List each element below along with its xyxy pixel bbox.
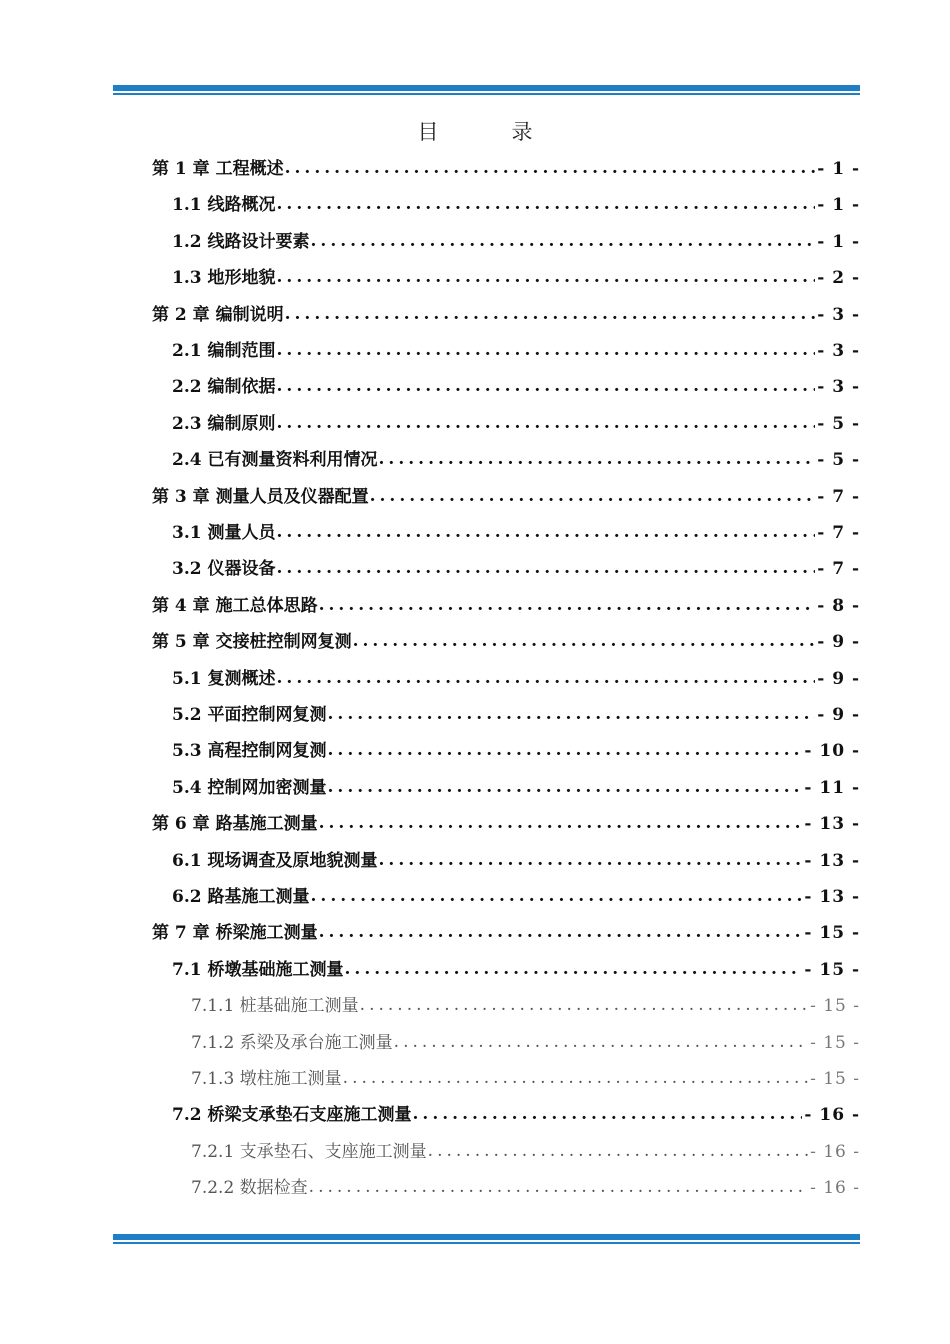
toc-page-number: - 5 - bbox=[817, 450, 860, 471]
toc-entry-label: 5.1 复测概述 bbox=[172, 668, 276, 689]
toc-entry-label: 7.1.2 系梁及承台施工测量 bbox=[191, 1032, 393, 1053]
toc-dot-leader bbox=[277, 266, 816, 288]
toc-section-entry[interactable] bbox=[172, 368, 860, 398]
toc-chapter-entry[interactable] bbox=[152, 623, 860, 653]
toc-dot-leader bbox=[277, 557, 816, 579]
toc-dot-leader bbox=[277, 193, 816, 215]
toc-page-number: - 11 - bbox=[804, 777, 860, 798]
toc-section-entry[interactable] bbox=[172, 660, 860, 690]
toc-section-entry[interactable] bbox=[172, 514, 860, 544]
toc-dot-leader bbox=[285, 303, 816, 325]
toc-dot-leader bbox=[328, 703, 816, 725]
toc-page-number: - 9 - bbox=[817, 632, 860, 653]
toc-entry-label: 第 1 章 工程概述 bbox=[152, 159, 284, 179]
toc-section-entry[interactable] bbox=[172, 769, 860, 799]
toc-chapter-entry[interactable] bbox=[152, 478, 860, 508]
toc-page-number: - 15 - bbox=[810, 1032, 860, 1053]
toc-section-entry[interactable] bbox=[172, 1096, 860, 1126]
toc-entry-label: 7.2.1 支承垫石、支座施工测量 bbox=[191, 1141, 427, 1162]
toc-dot-leader bbox=[343, 1067, 808, 1089]
toc-dot-leader bbox=[370, 485, 816, 507]
toc-dot-leader bbox=[319, 594, 816, 616]
toc-entry-label: 5.3 高程控制网复测 bbox=[172, 741, 327, 762]
toc-dot-leader bbox=[379, 448, 816, 470]
toc-chapter-entry[interactable] bbox=[152, 150, 860, 180]
toc-page-number: - 16 - bbox=[804, 1105, 860, 1126]
toc-page-number: - 13 - bbox=[804, 850, 860, 871]
toc-entry-label: 第 4 章 施工总体思路 bbox=[152, 595, 318, 616]
toc-page-number: - 1 - bbox=[817, 159, 860, 179]
toc-entry-label: 1.3 地形地貌 bbox=[172, 268, 276, 289]
toc-entry-label: 5.4 控制网加密测量 bbox=[172, 777, 327, 798]
toc-dot-leader bbox=[328, 739, 803, 761]
toc-section-entry[interactable] bbox=[172, 842, 860, 872]
toc-chapter-entry[interactable] bbox=[152, 914, 860, 944]
toc-page-number: - 15 - bbox=[810, 996, 860, 1017]
toc-subsection-entry[interactable] bbox=[191, 1169, 860, 1199]
toc-dot-leader bbox=[394, 1031, 808, 1053]
toc-entry-label: 7.1 桥墩基础施工测量 bbox=[172, 959, 344, 980]
toc-dot-leader bbox=[319, 921, 803, 943]
toc-page-number: - 10 - bbox=[804, 741, 860, 762]
toc-entry-label: 1.1 线路概况 bbox=[172, 195, 276, 216]
toc-subsection-entry[interactable] bbox=[191, 1060, 860, 1090]
toc-entry-label: 6.1 现场调查及原地貌测量 bbox=[172, 850, 378, 871]
toc-entry-label: 7.1.3 墩柱施工测量 bbox=[191, 1069, 342, 1089]
toc-entry-label: 2.2 编制依据 bbox=[172, 377, 276, 398]
toc-page-number: - 16 - bbox=[810, 1141, 860, 1162]
toc-section-entry[interactable] bbox=[172, 186, 860, 216]
toc-subsection-entry[interactable] bbox=[191, 1024, 860, 1054]
toc-entry-label: 1.2 线路设计要素 bbox=[172, 231, 310, 252]
toc-chapter-entry[interactable] bbox=[152, 805, 860, 835]
toc-entry-label: 第 3 章 测量人员及仪器配置 bbox=[152, 486, 369, 507]
toc-chapter-entry[interactable] bbox=[152, 296, 860, 326]
toc-entry-label: 3.2 仪器设备 bbox=[172, 559, 276, 580]
toc-section-entry[interactable] bbox=[172, 259, 860, 289]
toc-section-entry[interactable] bbox=[172, 732, 860, 762]
toc-page-number: - 8 - bbox=[817, 595, 860, 616]
toc-page-number: - 3 - bbox=[817, 304, 860, 325]
toc-entry-label: 3.1 测量人员 bbox=[172, 523, 276, 543]
toc-dot-leader bbox=[277, 521, 816, 543]
toc-section-entry[interactable] bbox=[172, 550, 860, 580]
toc-entry-label: 5.2 平面控制网复测 bbox=[172, 705, 327, 725]
toc-entry-label: 2.4 已有测量资料利用情况 bbox=[172, 450, 378, 471]
toc-page-number: - 13 - bbox=[804, 814, 860, 835]
toc-section-entry[interactable] bbox=[172, 441, 860, 471]
toc-page-number: - 3 - bbox=[817, 377, 860, 398]
toc-page-number: - 1 - bbox=[817, 231, 860, 252]
toc-page-number: - 7 - bbox=[817, 523, 860, 543]
toc-title: 目 录 bbox=[417, 120, 559, 144]
toc-dot-leader bbox=[319, 812, 803, 834]
footer-rule bbox=[113, 1234, 860, 1244]
toc-dot-leader bbox=[353, 630, 816, 652]
toc-section-entry[interactable] bbox=[172, 878, 860, 908]
toc-page-number: - 16 - bbox=[810, 1178, 860, 1199]
toc-dot-leader bbox=[345, 958, 803, 980]
toc-section-entry[interactable] bbox=[172, 332, 860, 362]
toc-page-number: - 5 - bbox=[817, 413, 860, 434]
toc-entry-label: 第 6 章 路基施工测量 bbox=[152, 814, 318, 835]
toc-section-entry[interactable] bbox=[172, 405, 860, 435]
toc-dot-leader bbox=[277, 375, 816, 397]
toc-entry-label: 第 5 章 交接桩控制网复测 bbox=[152, 632, 352, 653]
toc-page-number: - 15 - bbox=[804, 959, 860, 980]
toc-page-number: - 3 - bbox=[817, 341, 860, 361]
toc-entry-label: 7.2 桥梁支承垫石支座施工测量 bbox=[172, 1105, 412, 1126]
toc-subsection-entry[interactable] bbox=[191, 1133, 860, 1163]
toc-dot-leader bbox=[277, 339, 816, 361]
toc-page-number: - 7 - bbox=[817, 559, 860, 580]
toc-entry-label: 第 2 章 编制说明 bbox=[152, 304, 284, 325]
toc-dot-leader bbox=[413, 1103, 803, 1125]
toc-entry-label: 2.3 编制原则 bbox=[172, 413, 276, 434]
toc-dot-leader bbox=[277, 412, 816, 434]
toc-entry-label: 7.2.2 数据检查 bbox=[191, 1178, 308, 1199]
toc-page-number: - 15 - bbox=[804, 923, 860, 944]
toc-entry-label: 2.1 编制范围 bbox=[172, 341, 276, 361]
toc-section-entry[interactable] bbox=[172, 223, 860, 253]
toc-page-number: - 1 - bbox=[817, 195, 860, 216]
toc-dot-leader bbox=[311, 230, 816, 252]
header-rule bbox=[113, 85, 860, 95]
toc-page-number: - 2 - bbox=[817, 268, 860, 289]
toc-page-number: - 9 - bbox=[817, 668, 860, 689]
toc-dot-leader bbox=[311, 885, 803, 907]
toc-dot-leader bbox=[328, 776, 803, 798]
toc-section-entry[interactable] bbox=[172, 951, 860, 981]
toc-dot-leader bbox=[428, 1140, 808, 1162]
toc-entry-label: 第 7 章 桥梁施工测量 bbox=[152, 923, 318, 944]
toc-dot-leader bbox=[285, 157, 816, 179]
toc-dot-leader bbox=[277, 667, 816, 689]
toc-page-number: - 15 - bbox=[810, 1069, 860, 1089]
toc-dot-leader bbox=[360, 994, 808, 1016]
toc-entry-label: 7.1.1 桩基础施工测量 bbox=[191, 996, 359, 1017]
toc-section-entry[interactable] bbox=[172, 696, 860, 726]
toc-dot-leader bbox=[309, 1176, 808, 1198]
toc-page-number: - 13 - bbox=[804, 887, 860, 907]
toc-chapter-entry[interactable] bbox=[152, 587, 860, 617]
toc-entry-label: 6.2 路基施工测量 bbox=[172, 887, 310, 907]
toc-page-number: - 9 - bbox=[817, 705, 860, 725]
toc-dot-leader bbox=[379, 849, 803, 871]
toc-subsection-entry[interactable] bbox=[191, 987, 860, 1017]
toc-page-number: - 7 - bbox=[817, 486, 860, 507]
